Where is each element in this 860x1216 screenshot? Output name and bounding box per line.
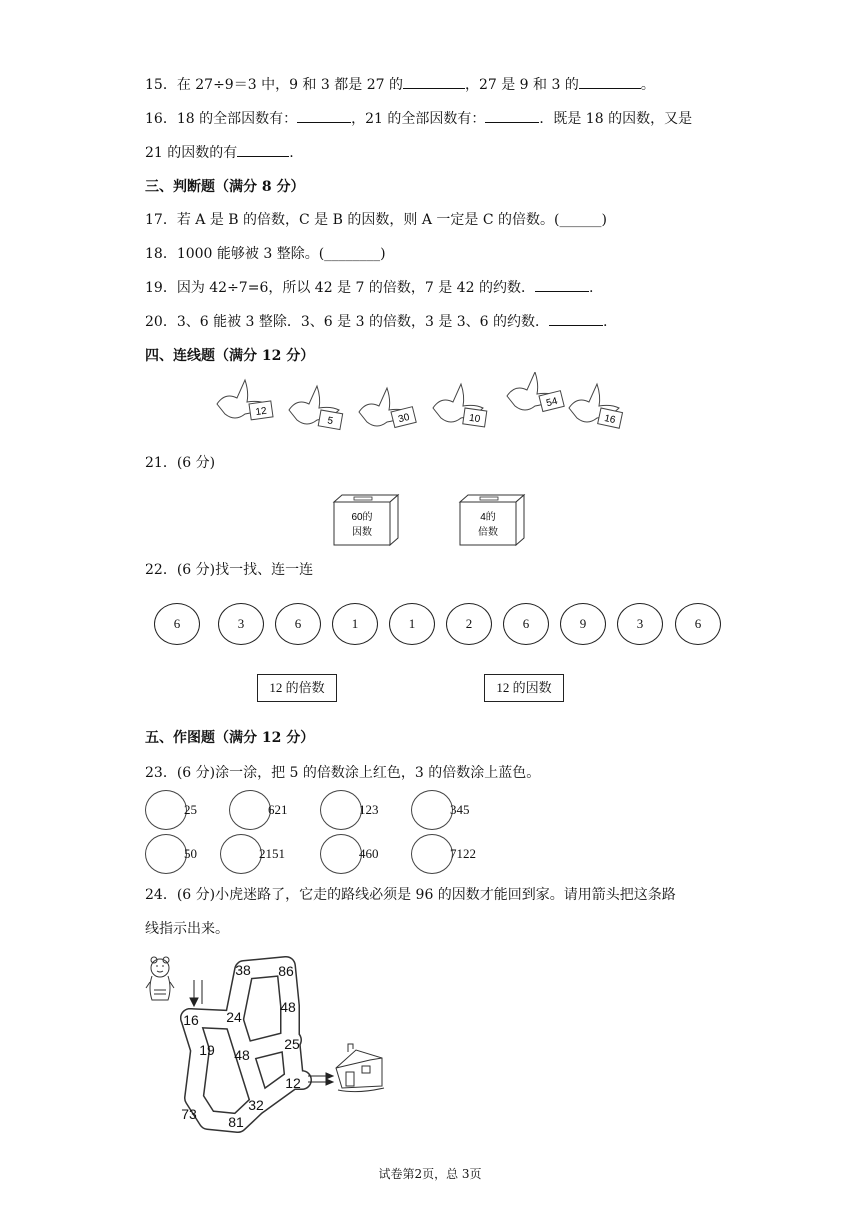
page-footer: 试卷第2页，总 3页 [378, 1167, 482, 1181]
q15-text-b: ，27 是 9 和 3 的 [464, 77, 579, 93]
color-circle[interactable] [229, 790, 271, 830]
maze-number: 48 [280, 999, 296, 1015]
question-20 [145, 311, 607, 331]
oval-row [0, 603, 860, 647]
dove-number: 5 [326, 415, 334, 428]
oval-number[interactable]: 1 [389, 603, 435, 645]
box-12-factors[interactable]: 12 的因数 [484, 674, 564, 702]
maze-number: 48 [234, 1047, 250, 1063]
question-16-cont [145, 142, 294, 162]
q19-blank[interactable] [535, 279, 589, 292]
oval-number[interactable]: 2 [446, 603, 492, 645]
color-circle[interactable] [220, 834, 262, 874]
oval-number[interactable]: 3 [218, 603, 264, 645]
q23-number: 460 [359, 846, 379, 861]
oval-number[interactable]: 1 [332, 603, 378, 645]
q16-text-b: ，21 的全部因数有： [351, 111, 486, 127]
maze-number: 24 [226, 1009, 242, 1025]
maze-number: 81 [228, 1114, 244, 1130]
question-18: 18．1000 能够被 3 整除。(________) [145, 246, 386, 262]
q23-number: 7122 [450, 846, 476, 861]
dove-card-30[interactable] [359, 388, 416, 428]
box-4-line1: 4的 [480, 512, 496, 523]
q20-text-a: 20．3、6 能被 3 整除．3、6 是 3 的倍数，3 是 3、6 的约数． [145, 314, 550, 330]
section-5-title: 五、作图题（满分 12 分） [145, 730, 315, 746]
q23-number: 123 [359, 802, 379, 817]
q23-number: 50 [184, 846, 197, 861]
dove-card-12[interactable] [217, 380, 273, 420]
maze-figure [142, 948, 392, 1138]
q15-blank-2[interactable] [579, 76, 641, 89]
box-60-line2: 因数 [352, 527, 372, 538]
question-21: 21．(6 分) [145, 455, 216, 471]
q16-blank-1[interactable] [297, 110, 351, 123]
color-circle[interactable] [145, 790, 187, 830]
dove-number: 54 [545, 395, 559, 410]
q16-blank-3[interactable] [237, 144, 289, 157]
dove-number: 30 [397, 411, 411, 426]
maze-number: 32 [248, 1097, 264, 1113]
house-icon [336, 1044, 384, 1092]
maze-number: 38 [235, 962, 251, 978]
dove-number: 10 [468, 412, 481, 426]
q19-text-b: . [588, 280, 594, 296]
box-4-line2: 倍数 [478, 527, 498, 538]
q16-blank-2[interactable] [485, 110, 539, 123]
color-circle[interactable] [411, 834, 453, 874]
color-circle[interactable] [411, 790, 453, 830]
oval-number[interactable]: 6 [675, 603, 721, 645]
maze-number: 73 [181, 1106, 197, 1122]
q19-text-a: 19．因为 42÷7=6，所以 42 是 7 的倍数，7 是 42 的约数． [145, 280, 535, 296]
maze-number: 25 [284, 1036, 300, 1052]
oval-number[interactable]: 6 [154, 603, 200, 645]
oval-number[interactable]: 6 [275, 603, 321, 645]
box-60-line1: 60的 [351, 512, 373, 523]
tiger-icon [146, 957, 174, 1000]
doves-figure [215, 372, 645, 444]
maze-number: 16 [183, 1012, 199, 1028]
box-60-factors[interactable] [334, 495, 398, 545]
q16-text-a: 16．18 的全部因数有： [145, 111, 298, 127]
q15-blank-1[interactable] [403, 76, 465, 89]
question-15 [145, 74, 655, 94]
dove-card-54[interactable] [507, 372, 564, 412]
q23-number: 345 [450, 802, 470, 817]
q23-number: 2151 [259, 846, 285, 861]
q20-text-b: . [603, 314, 608, 330]
maze-number: 86 [278, 963, 294, 979]
section-4-title: 四、连线题（满分 12 分） [145, 348, 315, 364]
box-12-multiples[interactable]: 12 的倍数 [257, 674, 337, 702]
question-16 [145, 108, 692, 128]
q16-text-c: ．既是 18 的因数，又是 [539, 111, 693, 127]
question-23: 23．(6 分)涂一涂，把 5 的倍数涂上红色，3 的倍数涂上蓝色。 [145, 765, 541, 781]
dove-card-5[interactable] [289, 386, 343, 430]
question-24: 24．(6 分)小虎迷路了，它走的路线必须是 96 的因数才能回到家。请用箭头把这条路 [145, 887, 676, 903]
dove-card-16[interactable] [569, 384, 623, 428]
color-circle[interactable] [320, 790, 362, 830]
q16-text-d: 21 的因数的有 [145, 145, 238, 161]
dove-number: 16 [603, 413, 617, 427]
q20-blank[interactable] [549, 313, 603, 326]
color-circle[interactable] [145, 834, 187, 874]
oval-number[interactable]: 9 [560, 603, 606, 645]
box-4-multiples[interactable] [460, 495, 524, 545]
question-22: 22．(6 分)找一找、连一连 [145, 562, 314, 578]
dove-card-10[interactable] [433, 384, 487, 427]
question-17: 17．若 A 是 B 的倍数，C 是 B 的因数，则 A 一定是 C 的倍数。(______) [145, 212, 607, 228]
q23-number: 621 [268, 802, 288, 817]
q15-text-c: 。 [640, 77, 655, 93]
section-3-title: 三、判断题（满分 8 分） [145, 179, 305, 195]
maze-number: 12 [285, 1075, 301, 1091]
start-arrow-icon [190, 980, 202, 1006]
color-circle[interactable] [320, 834, 362, 874]
oval-number[interactable]: 6 [503, 603, 549, 645]
maze-number: 19 [199, 1042, 215, 1058]
boxes-figure [330, 492, 530, 548]
dove-number: 12 [254, 405, 268, 419]
question-19 [145, 277, 593, 297]
q16-text-e: . [289, 145, 294, 161]
q15-text-a: 15．在 27÷9＝3 中，9 和 3 都是 27 的 [145, 77, 403, 93]
oval-number[interactable]: 3 [617, 603, 663, 645]
question-24-cont: 线指示出来。 [145, 921, 229, 937]
q23-number: 25 [184, 802, 197, 817]
